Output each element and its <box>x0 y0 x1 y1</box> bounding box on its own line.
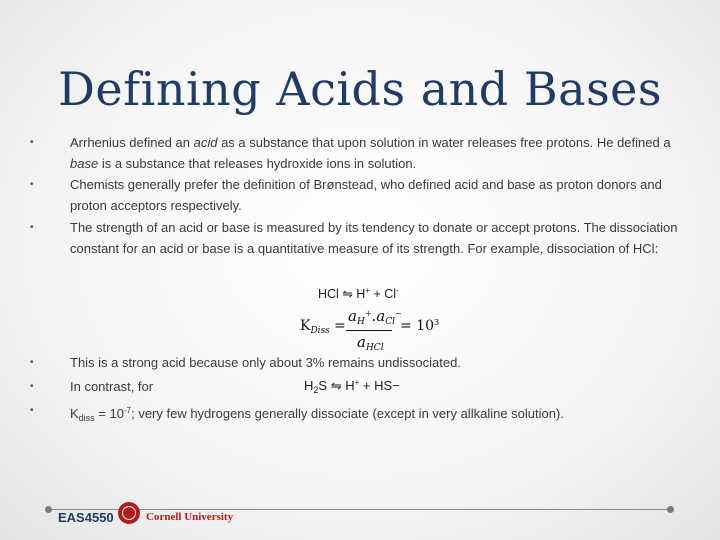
hcl-dissociation-equation: HCl ⇋ H+ + Cl- <box>318 286 399 301</box>
cornell-seal-icon <box>118 502 140 524</box>
bullet-marker: • <box>30 222 34 233</box>
slide-title: Defining Acids and Bases <box>57 62 663 116</box>
footer-divider <box>49 509 670 510</box>
bullet-marker: • <box>30 405 34 416</box>
bullet-marker: • <box>30 357 34 368</box>
bullet-marker: • <box>30 179 34 190</box>
bullet-text: In contrast, for <box>70 379 154 394</box>
university-logo: Cornell University <box>146 511 234 523</box>
bullet-marker: • <box>30 137 34 148</box>
divider-right-dot <box>667 506 674 513</box>
bullet-text: Chemists generally prefer the definition of Brønstead, who defined acid and base as proton donors and proton acceptors respectively. <box>70 177 662 213</box>
divider-left-dot <box>45 506 52 513</box>
bullet-marker: • <box>30 381 34 392</box>
h2s-dissociation-equation: $H_2S$ ⇋ H+ + HS− <box>304 378 400 395</box>
bullet-text: $K_{diss} = 10^{-7}$; very few hydrogens generally dissociate (except in very allkaline solution). <box>70 406 564 423</box>
bullet-text: Arrhenius defined an acid as a substance that upon solution in water releases free protons. He defined a base is a substance that releases hydroxide ions in solution. <box>70 135 671 171</box>
course-logo: EAS4550 <box>58 510 114 525</box>
bullet-text: The strength of an acid or base is measured by its tendency to donate or accept protons. The dissociation constant for an acid or base is a quantitative measure of its strength. For example, dissociation of HCl: <box>70 220 678 256</box>
bullet-text: This is a strong acid because only about 3% remains undissociated. <box>70 355 461 370</box>
